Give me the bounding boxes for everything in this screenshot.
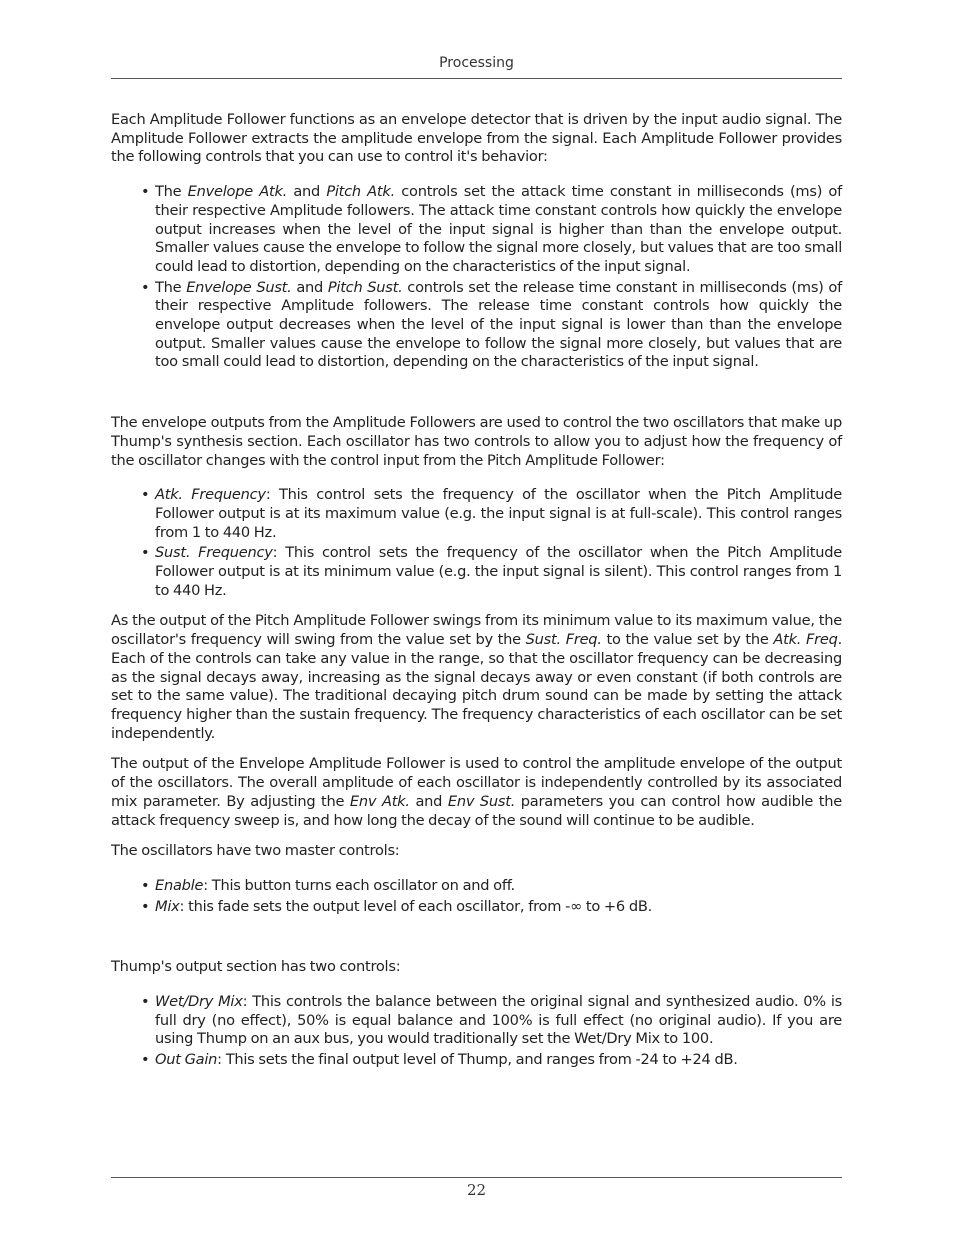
list-item [111, 183, 842, 277]
term-enable: Enable [155, 876, 204, 894]
amplitude-follower-list [111, 183, 842, 372]
list-item [111, 279, 842, 373]
page-content [111, 111, 842, 1070]
oscillator-intro: The envelope outputs from the Amplitude Followers are used to control the two oscillators that make up Thump's synthesis section. Each oscillator has two controls to allow you to adjust how the frequency of the oscillator changes with the control input from the Pitch Amplitude Follower: [111, 414, 842, 469]
item-text: : This controls the balance between the original signal and synthesized audio. 0% is full dry (no effect), 50% is equal balance and 100% is full effect (no original audio). If you are using Thump on an aux bus, you would traditionally set the Wet/Dry Mix to 100. [155, 993, 842, 1048]
term-atk-freq: Atk. Freq [773, 631, 838, 649]
list-item [111, 1051, 842, 1070]
frequency-swing-paragraph [111, 612, 842, 743]
list-item [111, 486, 842, 542]
item-text: controls set the attack time constant in milliseconds (ms) of their respective Amplitude followers. The attack time constant controls how quickly the envelope output increases when the level of the input signal is higher than than the envelope output. Smaller values cause the envelope to follow the signal more closely, but values that are too small could lead to distortion, depending on the characteristics of the input signal. [155, 183, 842, 275]
item-text: The [155, 278, 187, 296]
master-controls-list [111, 877, 842, 916]
master-controls-intro: The oscillators have two master controls: [111, 842, 400, 860]
item-text: : This control sets the frequency of the oscillator when the Pitch Amplitude Follower output is at its minimum value (e.g. the input signal is silent). This control ranges from 1 to 440 Hz. [155, 544, 842, 599]
term-pitch-atk: Pitch Atk. [326, 183, 395, 201]
para-text: parameters you can control how audible the attack frequency sweep is, and how long the decay of the sound will continue to be audible. [111, 792, 843, 829]
term-env-atk: Env Atk. [349, 792, 410, 810]
item-text: controls set the release time constant in milliseconds (ms) of their respective Amplitude followers. The release time constant controls how quickly the envelope output decreases when the level of the input signal is lower than than the envelope output. Smaller values cause the envelope to follow the signal more closely, but values that are too small could lead to distortion, depending on the characteristics of the input signal. [155, 278, 842, 371]
item-text: The [155, 183, 188, 201]
term-sust-freq: Sust. Freq. [525, 631, 602, 649]
para-text: and [409, 792, 448, 810]
output-controls-list [111, 993, 842, 1070]
term-sust-frequency: Sust. Frequency [155, 544, 273, 562]
amplitude-follower-intro: Each Amplitude Follower functions as an envelope detector that is driven by the input audio signal. The Amplitude Follower extracts the amplitude envelope from the signal. Each Amplitude Follower provides the following controls that you can use to control it's behavior: [111, 111, 842, 166]
term-atk-frequency: Atk. Frequency [155, 486, 266, 504]
term-mix: Mix [155, 897, 180, 915]
term-envelope-atk: Envelope Atk. [187, 183, 288, 201]
output-section-intro: Thump's output section has two controls: [111, 958, 401, 976]
page-number: 22 [466, 1181, 487, 1199]
term-envelope-sust: Envelope Sust. [186, 278, 292, 296]
list-item [111, 877, 842, 896]
item-text: : This button turns each oscillator on and off. [203, 876, 515, 894]
item-text: : this fade sets the output level of each oscillator, from -∞ to +6 dB. [179, 897, 652, 915]
term-pitch-sust: Pitch Sust. [327, 278, 403, 296]
term-out-gain: Out Gain [155, 1051, 218, 1069]
item-text: : This control sets the frequency of the oscillator when the Pitch Amplitude Follower output is at its maximum value (e.g. the input signal is at full-scale). This control ranges from 1 to 440 Hz. [155, 486, 842, 541]
item-text: and [291, 278, 328, 296]
list-item [111, 544, 842, 600]
item-text: : This sets the final output level of Thump, and ranges from -24 to +24 dB. [217, 1051, 738, 1069]
para-text: The output of the Envelope Amplitude Follower is used to control the amplitude envelope of the output of the oscillators. The overall amplitude of each oscillator is independently controlled by its associated mix parameter. By adjusting the [111, 755, 842, 810]
para-text: to the value set by the [601, 631, 774, 649]
page-header-title: Processing [439, 55, 514, 71]
para-text: . Each of the controls can take any value in the range, so that the oscillator frequency can be decreasing as the signal decays away, increasing as the signal decays away or even constant (if both controls are set to the same value). The traditional decaying pitch drum sound can be made by setting the attack frequency higher than the sustain frequency. The frequency characteristics of each oscillator can be set independently. [111, 631, 842, 742]
footer-rule [111, 1177, 842, 1178]
envelope-paragraph [111, 755, 842, 830]
term-env-sust: Env Sust. [447, 792, 516, 810]
header-rule [111, 78, 842, 79]
item-text: and [287, 183, 327, 201]
list-item [111, 898, 842, 917]
oscillator-frequency-list [111, 486, 842, 600]
term-wet-dry-mix: Wet/Dry Mix [155, 993, 243, 1011]
list-item [111, 993, 842, 1049]
para-text: As the output of the Pitch Amplitude Follower swings from its minimum value to its maximum value, the oscillator's frequency will swing from the value set by the [111, 612, 842, 649]
